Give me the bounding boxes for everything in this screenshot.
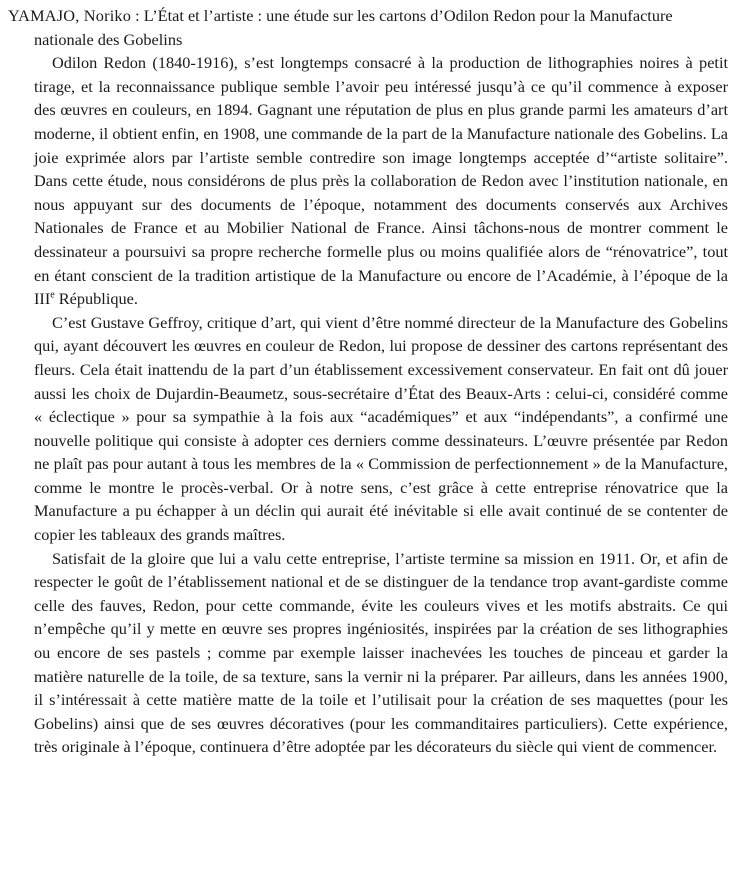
- paragraph-1-body: Odilon Redon (1840-1916), s’est longtemps consacré à la production de lithographies noires à petit tirage, et la reconnaissance publique semble l’avoir peu intéressé jusqu’à ce qu’il commence à exposer des œuvres en couleurs, en 1894. Gagnant une réputation de plus en plus grande parmi les amateurs d’art moderne, il obtient enfin, en 1908, une commande de la part de la Manufacture nationale des Gobelins. La joie exprimée alors par l’artiste semble contredire son image longtemps acceptée d’“artiste solitaire”. Dans cette étude, nous considérons de plus près la collaboration de Redon avec l’institution nationale, en nous appuyant sur des documents de l’époque, notamment des documents conservés aux Archives Nationales de France et au Mobilier National de France. Ainsi tâchons-nous de montrer comment le dessinateur a poursuivi sa propre recherche formelle plus ou moins qualifiée alors de “rénovatrice”, tout en étant conscient de la tradition artistique de la Manufacture ou encore de l’Académie, à l’époque de la III: [34, 53, 728, 309]
- abstract-page: [8, 4, 728, 759]
- paragraph-1-tail: République.: [54, 289, 138, 309]
- paragraph-1-superscript: e: [50, 289, 55, 301]
- abstract-heading: [8, 4, 728, 51]
- paragraph-1: [34, 51, 728, 311]
- author-name: YAMAJO, Noriko: [8, 6, 132, 25]
- heading-separator: :: [131, 6, 144, 25]
- paragraph-2: C’est Gustave Geffroy, critique d’art, qui vient d’être nommé directeur de la Manufacture des Gobelins qui, ayant découvert les œuvres en couleur de Redon, lui propose de dessiner des cartons représentant des fleurs. Cela était inattendu de la part d’un établissement excessivement conservateur. En fait ont dû jouer aussi les choix de Dujardin-Beaumetz, sous-secrétaire d’État des Beaux-Arts : celui-ci, considéré comme « éclectique » pour sa sympathie à la fois aux “académiques” et aux “indépendants”, a confirmé une nouvelle politique qui consiste à adopter ces derniers comme dessinateurs. L’œuvre présentée par Redon ne plaît pas pour autant à tous les membres de la « Commission de perfectionnement » de la Manufacture, comme le montre le procès-verbal. Or à notre sens, c’est grâce à cette entreprise rénovatrice que la Manufacture a pu échapper à un déclin qui aurait été inévitable si elle avait continué de se contenter de copier les tableaux des grands maîtres.: [34, 312, 728, 545]
- article-title: L’État et l’artiste : une étude sur les cartons d’Odilon Redon pour la Manufacture nationale des Gobelins: [34, 6, 673, 49]
- paragraph-3: Satisfait de la gloire que lui a valu cette entreprise, l’artiste termine sa mission en 1911. Or, et afin de respecter le goût de l’établissement national et de se distinguer de la tendance trop avant-gardiste comme celle des fauves, Redon, pour cette commande, évite les couleurs vives et les motifs abstraits. Ce qui n’empêche qu’il y mette en œuvre ses propres ingéniosités, inspirées par la création de ses lithographies ou encore de ses pastels ; comme par exemple laisser inachevées les touches de pinceau et garder la matière naturelle de la toile, de sa texture, sans la vernir ni la préparer. Par ailleurs, dans les années 1900, il s’intéressait à cette matière matte de la toile et l’utilisait pour la création de ses maquettes (pour les Gobelins) ainsi que de ses œuvres décoratives (pour les commanditaires particuliers). Cette expérience, très originale à l’époque, continuera d’être adoptée par les décorateurs du siècle qui vient de commencer.: [34, 548, 728, 757]
